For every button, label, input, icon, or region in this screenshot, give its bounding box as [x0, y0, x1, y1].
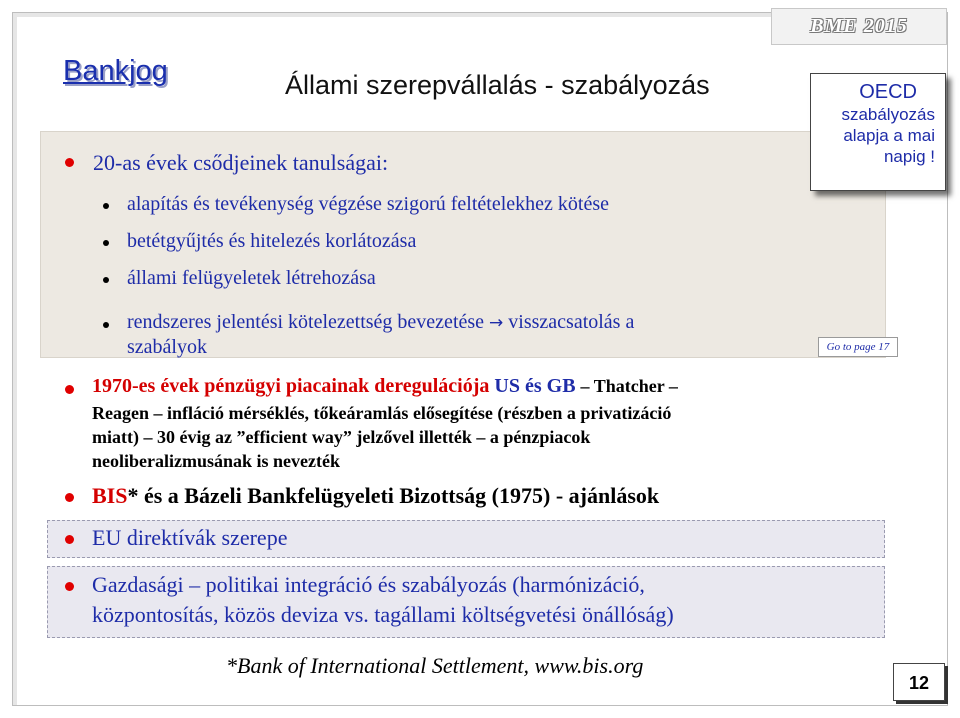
us-gb-text: US és GB — [494, 375, 576, 397]
oecd-line-4: napig ! — [883, 147, 935, 166]
list-item: betétgyűjtés és hitelezés korlátozása — [127, 230, 417, 252]
list-item — [127, 311, 634, 334]
section-2-line-1 — [92, 375, 678, 398]
bullet-icon — [103, 322, 109, 328]
bis-rest-text: * és a Bázeli Bankfelügyeleti Bizottság (1975) - ajánlások — [127, 483, 660, 508]
thatcher-text: – Thatcher – — [580, 376, 678, 396]
eu-directives-text: EU direktívák szerepe — [92, 525, 288, 550]
list-item-text: rendszeres jelentési kötelezettség bevezetése — [127, 311, 485, 333]
goto-page-link[interactable]: Go to page 17 — [818, 337, 898, 357]
oecd-line-2: szabályozás — [841, 105, 935, 124]
bme-badge: BME 2015 — [771, 8, 947, 45]
list-item-cont: szabályok — [127, 336, 207, 358]
list-item: állami felügyeletek létrehozása — [127, 267, 376, 289]
bullet-red-icon — [65, 385, 74, 394]
section-3-line — [92, 483, 659, 509]
oecd-line-1: OECD — [859, 81, 917, 103]
bullet-red-icon — [65, 582, 74, 591]
list-item: alapítás és tevékenység végzése szigorú feltételekhez kötése — [127, 193, 610, 215]
bankjog-logo-link[interactable]: Bankjog — [63, 55, 168, 87]
arrow-right-icon: → — [489, 313, 504, 333]
bullet-red-icon — [65, 493, 74, 502]
page-title: Állami szerepvállalás - szabályozás — [285, 70, 710, 100]
page-number: 12 — [893, 663, 945, 701]
bullet-icon — [103, 240, 109, 246]
oecd-line-3: alapja a mai — [843, 126, 935, 145]
bullet-red-icon — [65, 535, 74, 544]
section-2-line-3: miatt) – 30 évig az ”efficient way” jelzővel illették – a pénzpiacok — [92, 427, 591, 447]
bullet-icon — [103, 277, 109, 283]
dereg-text: 1970-es évek pénzügyi piacainak deregulációja — [92, 375, 490, 397]
list-item-text-cont: visszacsatolás a — [508, 311, 635, 333]
bis-text: BIS — [92, 483, 128, 508]
section-2-line-2: Reagen – infláció mérséklés, tőkeáramlás elősegítése (részben a privatizáció — [92, 403, 672, 423]
section-1-heading: 20-as évek csődjeinek tanulságai: — [93, 150, 389, 175]
bullet-icon — [103, 203, 109, 209]
gazdasagi-line-2: központosítás, közös deviza vs. tagállami költségvetési önállóság) — [92, 602, 674, 627]
footnote: *Bank of International Settlement, www.bis.org — [226, 653, 644, 678]
section-2-line-4: neoliberalizmusának is nevezték — [92, 451, 340, 471]
oecd-callout — [810, 73, 946, 191]
bullet-red-icon — [65, 158, 74, 167]
gazdasagi-line-1: Gazdasági – politikai integráció és szabályozás (harmónizáció, — [92, 572, 645, 597]
